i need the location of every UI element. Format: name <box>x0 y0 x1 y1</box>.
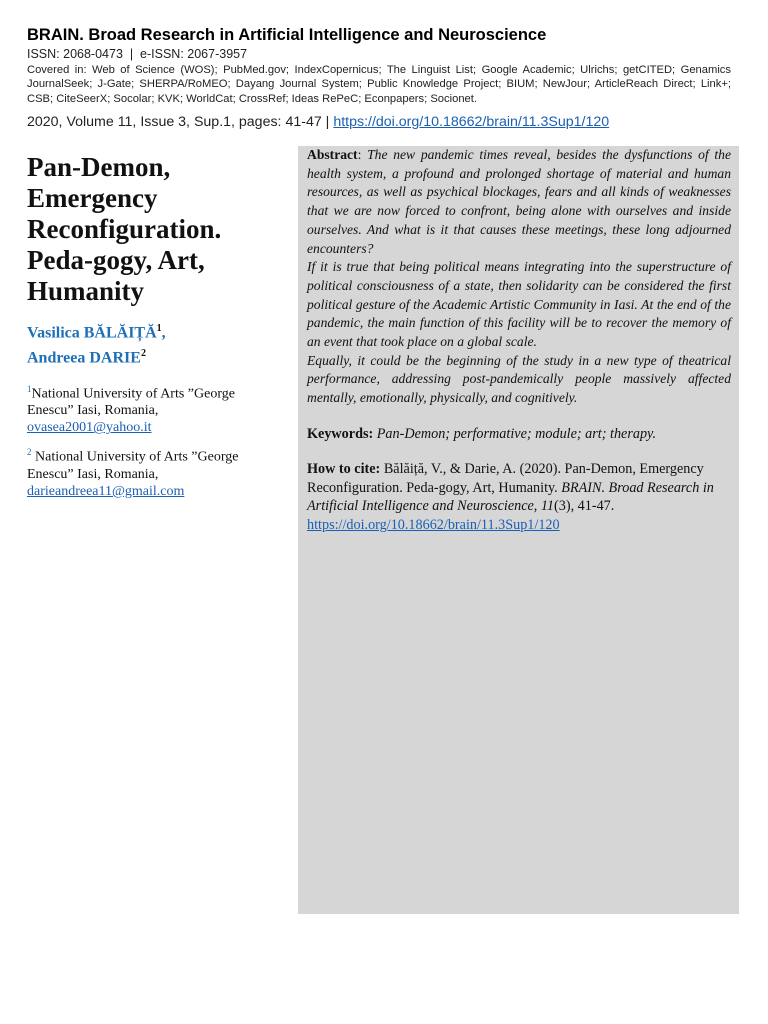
author-name: Vasilica BĂLĂIȚĂ <box>27 324 157 342</box>
abstract-label: Abstract <box>307 147 358 162</box>
cite-journal: BRAIN. Broad Research in Artificial Intelligence and Neuroscience, 11 <box>307 479 714 515</box>
title-line: Humanity <box>27 276 145 306</box>
cite-pages: (3), 41-47. <box>554 498 615 515</box>
paper-title <box>27 152 277 307</box>
keywords <box>307 425 731 443</box>
author-email[interactable]: darieandreea11@gmail.com <box>27 483 185 499</box>
abstract-panel <box>298 146 739 914</box>
affil-text: National University of Arts ”George Enescu” Iasi, Romania, <box>27 386 235 419</box>
cite-label: How to cite: <box>307 460 381 477</box>
author-name: Andreea DARIE <box>27 349 141 367</box>
affil-mark: 2 <box>27 447 32 458</box>
keywords-text: Pan-Demon; performative; module; art; therapy. <box>376 425 657 442</box>
abstract-paragraph: If it is true that being political means integrating into the superstructure of political consciousness of a state, then solidarity can be considered the first political gesture of the Academic Artistic Community in Iasi. At the end of the pandemic, the main function of this facility will be to recover the memory of an event that took place on a global scale. <box>307 259 731 350</box>
title-line: Emergency <box>27 183 158 213</box>
abstract: Abstract: The new pandemic times reveal, besides the dysfunctions of the health system, a profound and prolonged shortage of material and human resources, as well as psychical blockages, fears and all kinds of weaknesses that we are now forced to confront, being alone with ourselves and inside ourselves. And what is it that causes these meetings, these long adjourned encounters? If it is true that being political means integrating into the superstructure of political consciousness of a state, then solidarity can be considered the first political gesture of the Academic Artistic Community in Iasi. At the end of the pandemic, the main function of this facility will be to recover the memory of an event that took place on a global scale. Equally, it could be the beginning of the study in a new type of theatrical performance, addressing post-pandemically people massively affected mentally, emotionally, physically, and cognitively. <box>307 147 731 406</box>
title-line: Reconfiguration. <box>27 214 222 244</box>
issue-line <box>27 112 739 132</box>
abstract-paragraph: Equally, it could be the beginning of the study in a new type of theatrical performance, addressing post-pandemically people massively affected mentally, emotionally, physically, and cognitively. <box>307 352 731 406</box>
affiliation-2 <box>27 444 277 500</box>
cite-text: Bălăiță, V., & Darie, A. (2020). Pan-Demon, Emergency Reconfiguration. Peda-gogy, Art, Humanity. <box>307 460 704 496</box>
journal-header <box>27 24 739 132</box>
abstract-paragraph: The new pandemic times reveal, besides the dysfunctions of the health system, a profound and prolonged shortage of material and human resources, as well as psychical blockages, fears and all kinds of weaknesses that we are now forced to confront, being alone with ourselves and inside ourselves. And what is it that causes these meetings, these long adjourned encounters? <box>307 147 731 256</box>
title-line: Peda-gogy, Art, <box>27 245 205 275</box>
issn-line: ISSN: 2068-0473 | e-ISSN: 2067-3957 <box>27 47 248 61</box>
keywords-label: Keywords: <box>307 425 374 442</box>
author-affil-mark: 1 <box>156 323 162 334</box>
affil-text: National University of Arts ”George Enescu” Iasi, Romania, <box>27 449 239 482</box>
author-affil-mark: 2 <box>140 348 146 360</box>
doi-link[interactable]: https://doi.org/10.18662/brain/11.3Sup1/120 <box>333 113 610 130</box>
author-email[interactable]: ovasea2001@yahoo.it <box>27 420 152 436</box>
authors: Vasilica BĂLĂIȚĂ$^1$, Andreea DARIE$^2$ <box>27 323 166 367</box>
title-column <box>27 152 277 500</box>
cite-doi-link[interactable]: https://doi.org/10.18662/brain/11.3Sup1/120 <box>307 517 560 534</box>
journal-title: BRAIN. Broad Research in Artificial Intelligence and Neuroscience <box>27 26 547 44</box>
affil-mark: 1 <box>27 383 32 394</box>
how-to-cite <box>307 460 731 535</box>
affiliation-1 <box>27 381 277 437</box>
title-line: Pan-Demon, <box>27 152 171 182</box>
indexing-list: Covered in: Web of Science (WOS); PubMed.gov; IndexCopernicus; The Linguist List; Google Academic; Ulrichs; getCITED; Genamics JournalSeek; J-Gate; SHERPA/RoMEO; Dayang Journal System; Public Knowledge Project; BIUM; NewJour; ArticleReach Direct; Link+; CSB; CiteSeerX; Socolar; KVK; WorldCat; CrossRef; Ideas RePeC; Econpapers; Socionet. <box>27 64 731 105</box>
issue-info: 2020, Volume 11, Issue 3, Sup.1, pages: 41-47 | <box>27 113 334 130</box>
